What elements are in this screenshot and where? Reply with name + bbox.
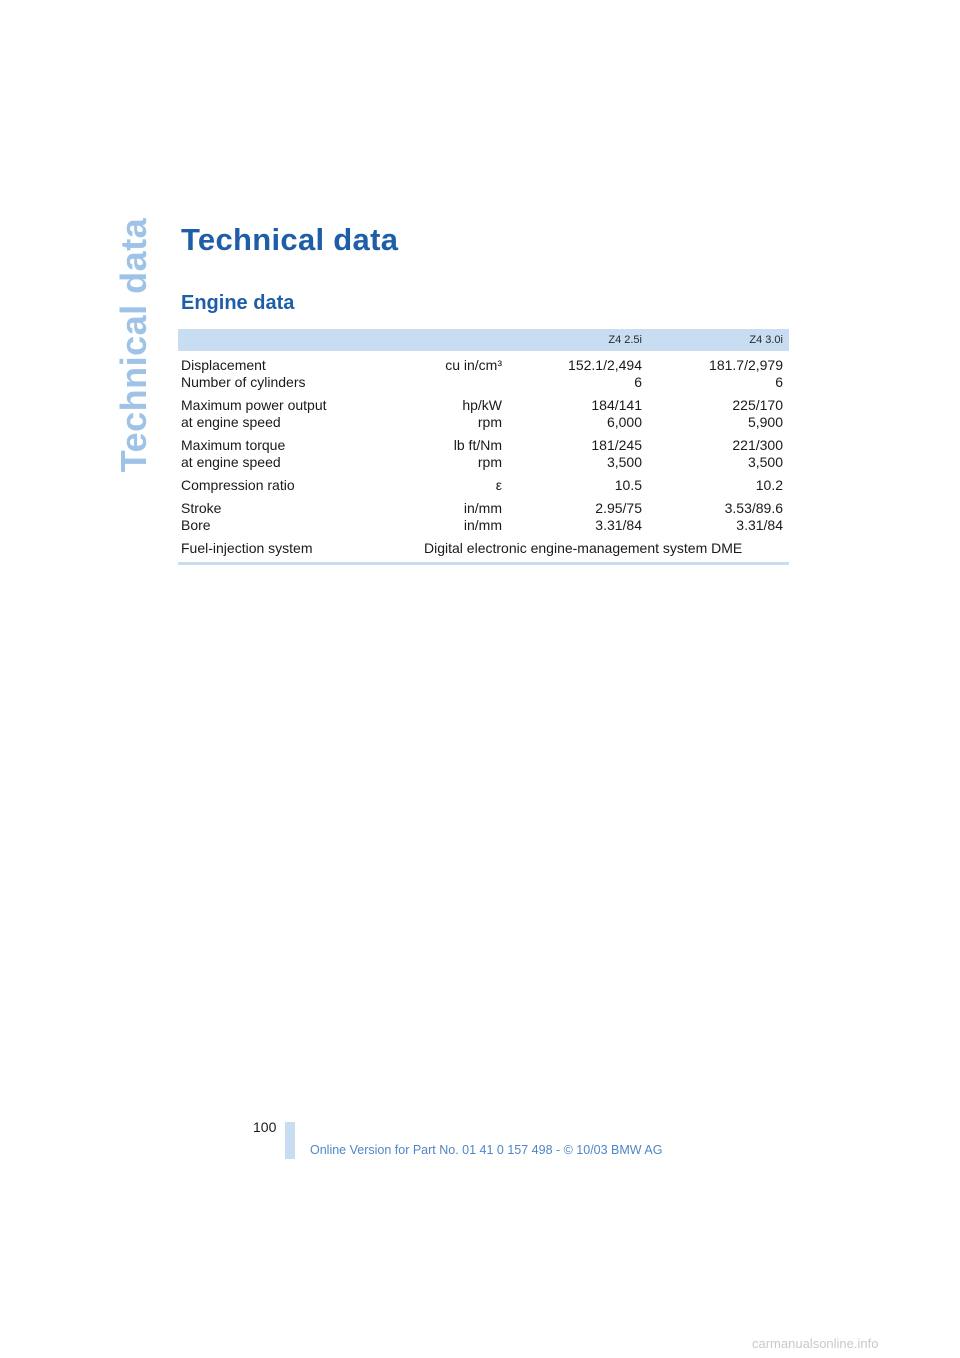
table-row-fuel-injection [178,540,789,562]
row-value-z4-30i: 3.53/89.6 [724,500,783,516]
row-unit-cell [462,397,502,431]
row-unit-cell [464,500,502,534]
row-value-z4-25i-cell [591,397,642,431]
row-unit: rpm [477,454,502,470]
row-label: Compression ratio [181,477,295,493]
row-value-z4-30i-cell [732,437,783,471]
row-unit-cell [445,357,502,374]
row-unit: ε [495,477,502,493]
row-value-z4-25i: 152.1/2,494 [568,357,642,373]
row-value-z4-30i: 221/300 [732,437,783,453]
row-value-z4-25i: 184/141 [591,397,642,413]
row-value-z4-25i: 3,500 [606,454,642,470]
row-label-cell [181,477,295,494]
row-unit: cu in/cm³ [445,357,502,373]
row-value-z4-25i: 10.5 [614,477,642,493]
row-value-z4-25i: 2.95/75 [595,500,642,516]
side-tab-label: Technical data [113,217,154,473]
row-unit: rpm [477,414,502,430]
row-value-z4-30i-cell [756,477,783,494]
row-value-z4-30i-cell [709,357,783,391]
row-label-cell [181,357,306,391]
fuel-injection-label: Fuel-injection system [181,540,313,556]
row-unit: hp/kW [462,397,502,413]
table-row [178,357,789,397]
table-body [178,357,789,540]
row-label-cell [181,500,221,534]
section-title: Engine data [181,292,295,314]
row-label: Maximum power output [181,397,327,413]
row-label-cell [181,437,285,471]
row-value-z4-25i: 6,000 [606,414,642,430]
watermark: carmanualsonline.info [752,1336,879,1351]
row-value-z4-30i: 5,900 [747,414,783,430]
row-value-z4-30i: 6 [775,374,783,390]
row-label: at engine speed [181,414,281,430]
row-value-z4-25i-cell [591,437,642,471]
row-label: at engine speed [181,454,281,470]
row-value-z4-30i: 3,500 [747,454,783,470]
page-title: Technical data [181,222,399,257]
table-bottom-rule [178,562,789,565]
footer-accent-bar [285,1122,295,1159]
row-value-z4-30i: 181.7/2,979 [709,357,783,373]
row-value-z4-30i: 10.2 [755,477,783,493]
row-unit: in/mm [463,517,502,533]
row-unit: in/mm [463,500,502,516]
row-value-z4-30i: 225/170 [732,397,783,413]
row-unit-cell [496,477,502,494]
table-row [178,437,789,477]
table-header [178,329,789,351]
column-header-z4-30i: Z4 3.0i [749,334,783,346]
fuel-injection-value: Digital electronic engine-management system DME [424,540,743,556]
column-header-z4-25i: Z4 2.5i [608,334,642,346]
side-tab [112,217,156,473]
page-number: 100 [253,1119,277,1135]
row-label: Stroke [181,500,222,516]
row-value-z4-25i: 3.31/84 [595,517,642,533]
row-value-z4-25i: 6 [634,374,642,390]
row-value-z4-30i-cell [725,500,783,534]
row-value-z4-25i-cell [595,500,642,534]
engine-data-table [178,329,789,565]
row-label: Maximum torque [181,437,286,453]
table-row [178,477,789,500]
row-unit: lb ft/Nm [453,437,502,453]
row-value-z4-30i: 3.31/84 [736,517,783,533]
row-label-cell [181,397,327,431]
table-row [178,500,789,540]
row-label: Bore [181,517,211,533]
row-label: Number of cylinders [181,374,306,390]
row-value-z4-30i-cell [732,397,783,431]
footer-note: Online Version for Part No. 01 41 0 157 498 - © 10/03 BMW AG [310,1143,663,1157]
table-row [178,397,789,437]
row-value-z4-25i-cell [568,357,642,391]
row-unit-cell [454,437,502,471]
row-value-z4-25i: 181/245 [591,437,642,453]
row-label: Displacement [181,357,266,373]
row-value-z4-25i-cell [615,477,642,494]
